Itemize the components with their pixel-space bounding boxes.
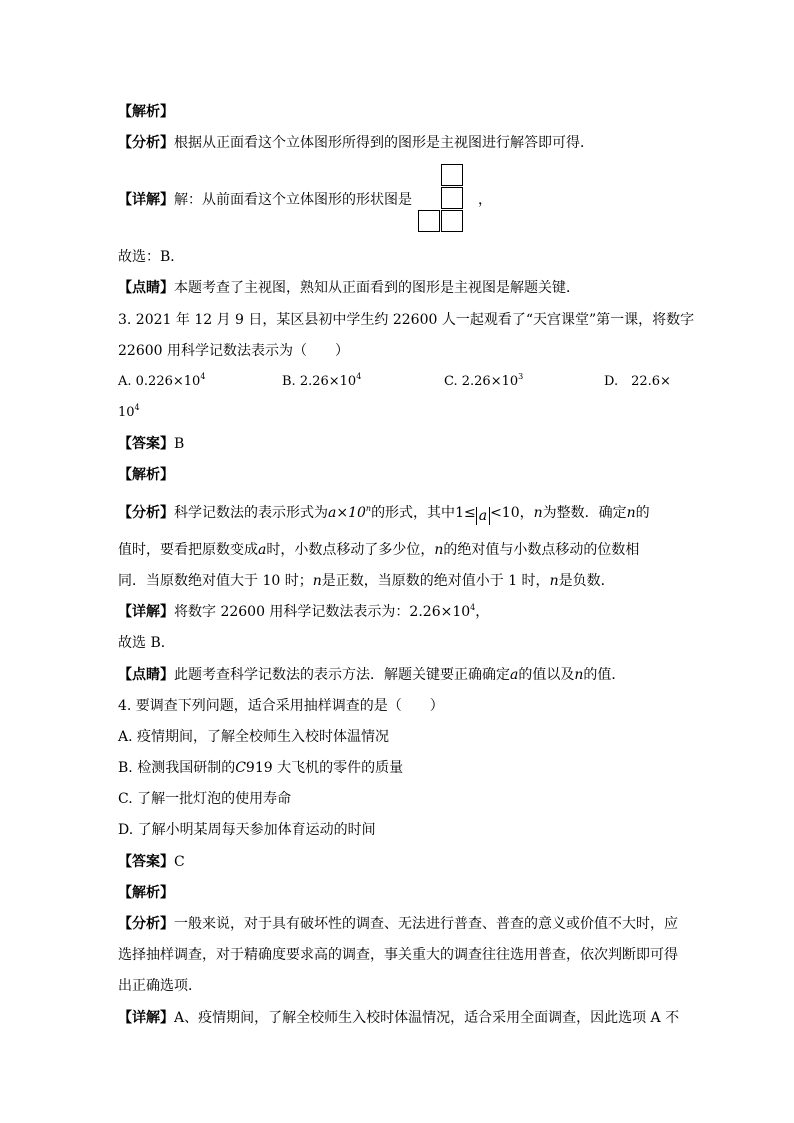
q3-comment-text-b: 的值以及 [518, 667, 575, 683]
q3-option-a-text: A. 0.226×10 [118, 374, 201, 389]
q3-comment-text-c: 的值． [583, 667, 626, 683]
q3-analysis-text-3a: 同．当原数绝对值大于 10 时； [118, 573, 313, 589]
q3-option-a-exp: 4 [200, 372, 206, 381]
q3-option-d-cont-text: 10 [118, 405, 135, 420]
q3-detail-exp: 4 [470, 603, 476, 612]
q3-option-c-exp: 3 [518, 372, 524, 381]
q3-option-c-text: C. 2.26×10 [444, 374, 519, 389]
q3-ineq-left: 1≤ [455, 505, 476, 521]
front-view-figure [418, 164, 466, 234]
q2-detail-comma: ， [478, 192, 492, 208]
q3-analysis-tag: 【分析】 [118, 505, 174, 521]
figure-cell-bottom-right [441, 210, 463, 232]
q3-ineq-right: <10 [490, 505, 520, 521]
q3-option-c [444, 372, 523, 392]
q3-comment-text-a: 此题考查科学记数法的表示方法．解题关键要正确确定 [174, 667, 510, 683]
q3-var-n3: n [434, 542, 444, 558]
q3-option-d-exp: 4 [134, 403, 140, 412]
q3-option-b-exp: 4 [356, 372, 362, 381]
q4-stem: 4. 要调查下列问题，适合采用抽样调查的是（ ） [118, 698, 444, 714]
q4-answer-value: C [174, 854, 185, 870]
q4-analysis-line3: 出正确选项． [118, 978, 202, 994]
q4-analysis-line2: 选择抽样调查，对于精确度要求高的调查，事关重大的调查往往选用普查，依次判断即可得 [118, 947, 678, 963]
q3-analysis-line2 [118, 540, 639, 560]
q4-detail-tag: 【详解】 [118, 1010, 174, 1026]
q3-option-d-cont [118, 403, 140, 423]
q4-answer [118, 852, 185, 872]
q3-analysis-text-3c: 是负数． [558, 573, 615, 589]
q3-analysis-text-1c: ， [519, 505, 534, 521]
q3-answer [118, 434, 184, 454]
q3-option-b-text: B. 2.26×10 [282, 374, 357, 389]
q3-analysis-text-1b: 的形式，其中 [371, 505, 456, 521]
q2-analysis [118, 133, 594, 153]
q3-comment-var-n: n [574, 667, 584, 683]
q4-jiexi-heading: 【解析】 [118, 885, 174, 901]
q3-var-n4: n [312, 573, 322, 589]
q4-option-a: A. 疫情期间，了解全校师生入校时体温情况 [118, 729, 390, 745]
q3-option-d: D. 22.6× [604, 374, 671, 389]
q3-jiexi-heading: 【解析】 [118, 467, 174, 483]
q3-var-n2: n [626, 505, 636, 521]
figure-cell-middle [441, 187, 463, 209]
q4-analysis-text-1: 一般来说，对于具有破坏性的调查、无法进行普查、普查的意义或价值不大时，应 [174, 916, 678, 932]
q4-option-c: C. 了解一批灯泡的使用寿命 [118, 791, 292, 807]
q4-detail [118, 1008, 679, 1028]
q2-analysis-text: 根据从正面看这个立体图形所得到的图形是主视图进行解答即可得． [174, 135, 594, 151]
q3-choice: 故选 B． [118, 635, 175, 651]
q4-option-b-text-a: B. 检测我国研制的 [118, 760, 236, 776]
q3-ineq-abs: a [476, 507, 490, 525]
q3-comment-tag: 【点睛】 [118, 667, 174, 683]
q3-detail-text: 将数字 22600 用科学记数法表示为：2.26×10 [174, 604, 471, 620]
q4-analysis-tag: 【分析】 [118, 916, 174, 932]
q3-option-b [282, 372, 361, 392]
figure-cell-top [441, 164, 463, 186]
q2-comment-tag: 【点睛】 [118, 280, 174, 296]
q3-analysis-text-2a: 值时，要看把原数变成 [118, 542, 258, 558]
q2-analysis-tag: 【分析】 [118, 135, 174, 151]
q3-formula-exp: n [365, 504, 372, 513]
q4-option-b-text-b: 919 大飞机的零件的质量 [245, 760, 404, 776]
q3-detail-tag: 【详解】 [118, 604, 174, 620]
q3-analysis-text-1d: 为整数．确定 [542, 505, 627, 521]
q4-option-d: D. 了解小明某周每天参加体育运动的时间 [118, 822, 376, 838]
q2-comment-text: 本题考查了主视图，熟知从正面看到的图形是主视图是解题关键． [174, 280, 580, 296]
q3-detail-end: ， [475, 604, 490, 620]
q2-detail-tag: 【详解】 [118, 192, 174, 208]
q3-formula: a×10 [328, 505, 366, 521]
q4-analysis-line1 [118, 914, 678, 934]
q2-detail-text: 解：从前面看这个立体图形的形状图是 [174, 192, 412, 208]
q2-comment [118, 278, 580, 298]
q4-option-b-var-c: C [235, 760, 246, 776]
q3-detail [118, 602, 489, 622]
q4-answer-tag: 【答案】 [118, 854, 174, 870]
q4-option-b [118, 758, 403, 778]
q3-answer-value: B [174, 436, 185, 452]
q3-answer-tag: 【答案】 [118, 436, 174, 452]
q3-option-a [118, 372, 205, 392]
q2-choice: 故选：B． [118, 249, 185, 265]
q3-analysis-line1 [118, 503, 650, 525]
q3-stem-line1: 3. 2021 年 12 月 9 日，某区县初中学生约 22600 人一起观看了“天宫课堂”第一课，将数字 [118, 312, 695, 328]
q3-var-n1: n [533, 505, 543, 521]
q3-analysis-line3 [118, 571, 615, 591]
figure-cell-bottom-left [418, 210, 440, 232]
q3-stem-line2: 22600 用科学记数法表示为（ ） [118, 343, 349, 359]
q3-analysis-text-1a: 科学记数法的表示形式为 [174, 505, 328, 521]
q2-jiexi-heading: 【解析】 [118, 104, 174, 120]
q3-comment-var-a: a [510, 667, 519, 683]
q3-comment [118, 665, 625, 685]
q3-analysis-text-1e: 的 [635, 505, 650, 521]
q3-var-n5: n [549, 573, 559, 589]
q3-analysis-text-3b: 是正数，当原数的绝对值小于 1 时， [321, 573, 550, 589]
q2-detail [118, 190, 412, 210]
q3-var-a: a [258, 542, 267, 558]
q4-detail-text: A、疫情期间，了解全校师生入校时体温情况，适合采用全面调查，因此选项 A 不 [174, 1010, 680, 1026]
q3-analysis-text-2c: 的绝对值与小数点移动的位数相 [443, 542, 640, 558]
q3-analysis-text-2b: 时，小数点移动了多少位， [266, 542, 435, 558]
